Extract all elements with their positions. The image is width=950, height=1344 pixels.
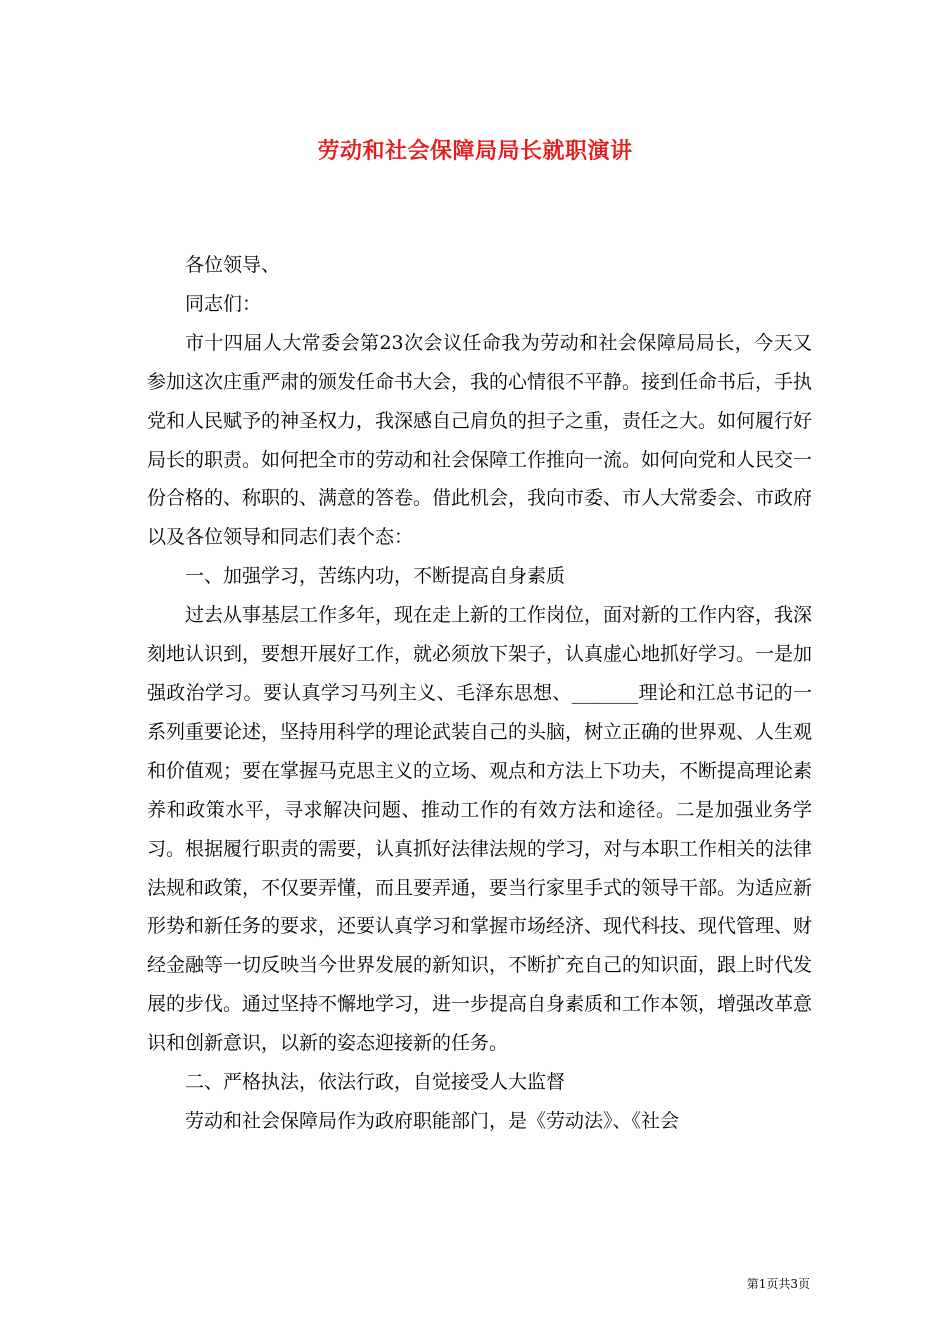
greeting-line-1: 各位领导、	[185, 254, 281, 276]
page-number: 第1页共3页	[746, 1277, 810, 1291]
paragraph-law: 劳动和社会保障局作为政府职能部门，是《劳动法》、《社会	[185, 1109, 680, 1132]
document-body	[147, 246, 812, 1141]
paragraph-study: 过去从事基层工作多年，现在走上新的工作岗位，面对新的工作内容，我深刻地认识到，要想开展好工作，就必须放下架子，认真虚心地抓好学习。一是加强政治学习。要认真学习马列主义、毛泽东思想、_______理论和江总书记的一系列重要论述，坚持用科学的理论武装自己的头脑，树立正确的世界观、人生观和价值观；要在掌握马克思主义的立场、观点和方法上下功夫，不断提高理论素养和政策水平，寻求解决问题、推动工作的有效方法和途径。二是加强业务学习。根据履行职责的需要，认真抓好法律法规的学习，对与本职工作相关的法律法规和政策，不仅要弄懂，而且要弄通，要当行家里手式的领导干部。为适应新形势和新任务的要求，还要认真学习和掌握市场经济、现代科技、现代管理、财经金融等一切反映当今世界发展的新知识，不断扩充自己的知识面，跟上时代发展的步伐。通过坚持不懈地学习，进一步提高自身素质和工作本领，增强改革意识和创新意识，以新的姿态迎接新的任务。	[147, 604, 813, 1055]
section-heading-2: 二、严格执法，依法行政，自觉接受人大监督	[185, 1071, 566, 1094]
section-heading-1: 一、加强学习，苦练内功，不断提高自身素质	[185, 565, 566, 588]
page-title: 劳动和社会保障局局长就职演讲	[317, 138, 633, 164]
paragraph-intro: 市十四届人大常委会第23次会议任命我为劳动和社会保障局局长，今天又参加这次庄重严肃的颁发任命书大会，我的心情很不平静。接到任命书后，手执党和人民赋予的神圣权力，我深感自己肩负的担子之重，责任之大。如何履行好局长的职责。如何把全市的劳动和社会保障工作推向一流。如何向党和人民交一份合格的、称职的、满意的答卷。借此机会，我向市委、市人大常委会、市政府以及各位领导和同志们表个态：	[147, 331, 813, 549]
greeting-line-2: 同志们：	[185, 292, 262, 315]
